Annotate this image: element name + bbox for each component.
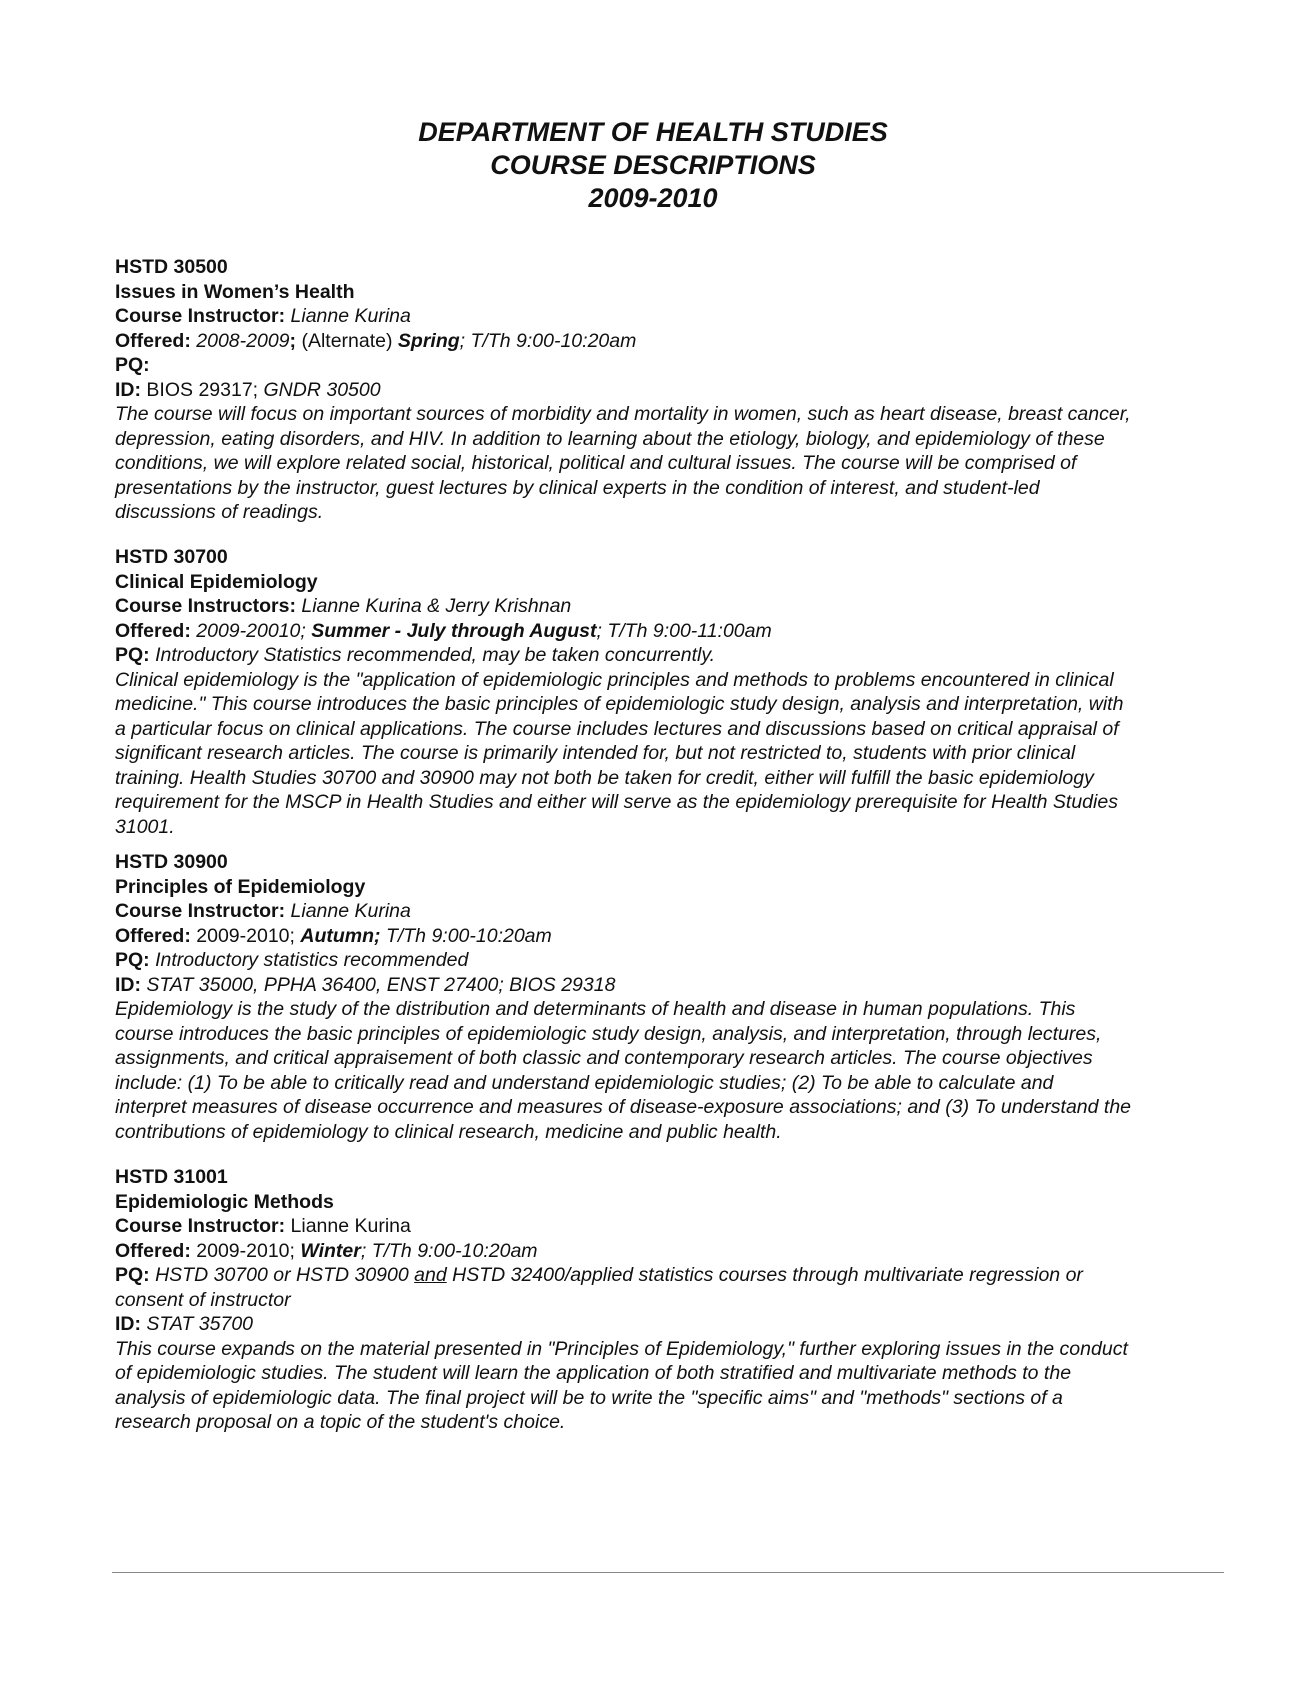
instructor-label: Course Instructor: — [115, 1215, 286, 1237]
offered-time: ; T/Th 9:00-10:20am — [360, 1239, 538, 1262]
description-line: of epidemiologic studies. The student will learn the application of both stratified and multivariate methods to the — [115, 1362, 1072, 1384]
description-line: requirement for the MSCP in Health Studies and either will serve as the epidemiology prerequisite for Health Studies — [115, 791, 1118, 813]
course-instructor — [115, 304, 1225, 329]
description-line: Epidemiology is the study of the distribution and determinants of health and disease in human populations. This — [115, 998, 1076, 1020]
pq-text: Introductory statistics recommended — [155, 949, 469, 971]
pq-label: PQ: — [115, 949, 150, 971]
id-italic: STAT 35000, PPHA 36400, ENST 27400; BIOS 29318 — [146, 973, 616, 996]
offered-time: ; T/Th 9:00-10:20am — [459, 329, 637, 352]
description-line: medicine." This course introduces the basic principles of epidemiologic study design, analysis and interpretation, with — [115, 693, 1124, 715]
course-code: HSTD 31001 — [115, 1166, 228, 1188]
document-title — [0, 116, 1306, 215]
course-pq: PQ: — [115, 354, 150, 376]
footer-divider — [112, 1572, 1224, 1573]
description-line: research proposal on a topic of the student's choice. — [115, 1411, 566, 1433]
instructor-label: Course Instructors: — [115, 595, 296, 617]
offered-term: Autumn; — [300, 924, 381, 947]
pq-part-a: HSTD 30700 or HSTD 30900 — [155, 1264, 409, 1286]
offered-years: 2009-2010; — [196, 924, 295, 947]
course-description — [115, 402, 1225, 525]
id-label: ID: — [115, 1313, 141, 1335]
offered-years: 2009-2010; — [196, 1239, 295, 1262]
description-line: discussions of readings. — [115, 501, 324, 523]
course-title: Issues in Women’s Health — [115, 280, 355, 303]
course-code: HSTD 30700 — [115, 546, 228, 568]
course-hstd-30900 — [115, 850, 1225, 1144]
pq-label: PQ: — [115, 1264, 150, 1286]
course-description — [115, 1337, 1225, 1435]
offered-time: ; T/Th 9:00-11:00am — [596, 619, 772, 642]
course-offered — [115, 924, 1225, 949]
description-line: contributions of epidemiology to clinical research, medicine and public health. — [115, 1120, 782, 1143]
offered-separator: ; — [289, 329, 297, 352]
offered-years: 2008-2009 — [196, 329, 290, 352]
pq-label: PQ: — [115, 644, 150, 666]
description-line: training. Health Studies 30700 and 30900 may not both be taken for credit, either will fulfill the basic epidemiology — [115, 766, 1094, 789]
offered-label: Offered: — [115, 329, 191, 352]
instructor-label: Course Instructor: — [115, 305, 286, 327]
course-id — [115, 973, 1225, 998]
description-line: analysis of epidemiologic data. The final project will be to write the "specific aims" and "methods" sections of a — [115, 1386, 1063, 1409]
course-code: HSTD 30900 — [115, 851, 228, 873]
course-title: Clinical Epidemiology — [115, 570, 318, 593]
course-code: HSTD 30500 — [115, 256, 228, 278]
id-label: ID: — [115, 973, 141, 996]
course-pq — [115, 1263, 1225, 1288]
instructor-label: Course Instructor: — [115, 900, 286, 922]
title-line-1: DEPARTMENT OF HEALTH STUDIES — [418, 117, 888, 147]
course-description — [115, 997, 1225, 1144]
description-line: interpret measures of disease occurrence and measures of disease-exposure associations; and (3) To understand the — [115, 1096, 1132, 1118]
course-description — [115, 668, 1225, 840]
course-offered — [115, 619, 1225, 644]
course-instructor — [115, 594, 1225, 619]
course-id — [115, 378, 1225, 403]
course-hstd-30700 — [115, 545, 1225, 839]
course-title: Epidemiologic Methods — [115, 1190, 334, 1213]
id-italic: GNDR 30500 — [263, 378, 381, 401]
description-line: presentations by the instructor, guest lectures by clinical experts in the condition of interest, and student-led — [115, 476, 1040, 499]
description-line: significant research articles. The course is primarily intended for, but not restricted to, students with prior clinical — [115, 742, 1076, 764]
course-offered — [115, 1239, 1225, 1264]
offered-term: Winter — [300, 1239, 361, 1262]
instructor-name: Lianne Kurina — [290, 900, 411, 922]
description-line: assignments, and critical appraisement of both classic and contemporary research articles. The course objectives — [115, 1047, 1093, 1069]
offered-time: T/Th 9:00-10:20am — [385, 924, 552, 947]
course-offered — [115, 329, 1225, 354]
course-hstd-31001 — [115, 1165, 1225, 1435]
course-instructor — [115, 1214, 1225, 1239]
instructor-name: Lianne Kurina — [290, 1215, 411, 1237]
offered-term: Spring — [397, 329, 460, 352]
pq-part-b: HSTD 32400/applied statistics courses through multivariate regression or — [452, 1264, 1083, 1286]
description-line: 31001. — [115, 815, 175, 838]
course-pq — [115, 643, 1225, 668]
description-line: conditions, we will explore related social, historical, political and cultural issues. The course will be comprised of — [115, 452, 1077, 474]
offered-term: Summer - July through August — [311, 619, 597, 642]
title-line-3: 2009-2010 — [588, 183, 718, 213]
course-id — [115, 1312, 1225, 1337]
description-line: This course expands on the material presented in "Principles of Epidemiology," further exploring issues in the conduct — [115, 1337, 1128, 1360]
offered-label: Offered: — [115, 1239, 191, 1262]
offered-alternate: (Alternate) — [301, 329, 393, 352]
course-pq-continued: consent of instructor — [115, 1288, 291, 1311]
description-line: a particular focus on clinical applications. The course includes lectures and discussions based on critical appraisal of — [115, 717, 1119, 740]
description-line: depression, eating disorders, and HIV. In addition to learning about the etiology, biology, and epidemiology of these — [115, 427, 1105, 450]
offered-label: Offered: — [115, 619, 191, 642]
offered-label: Offered: — [115, 924, 191, 947]
description-line: course introduces the basic principles of epidemiologic study design, analysis, and interpretation, through lectures, — [115, 1022, 1102, 1045]
id-label: ID: — [115, 378, 141, 401]
offered-years: 2009-20010; — [196, 619, 306, 642]
description-line: Clinical epidemiology is the "application of epidemiologic principles and methods to problems encountered in clinical — [115, 668, 1114, 691]
pq-text: Introductory Statistics recommended, may be taken concurrently. — [155, 644, 716, 666]
course-hstd-30500 — [115, 255, 1225, 525]
pq-and: and — [414, 1264, 447, 1286]
description-line: include: (1) To be able to critically read and understand epidemiologic studies; (2) To be able to calculate and — [115, 1071, 1054, 1094]
course-instructor — [115, 899, 1225, 924]
instructor-name: Lianne Kurina — [290, 305, 411, 327]
description-line: The course will focus on important sources of morbidity and mortality in women, such as heart disease, breast cancer, — [115, 403, 1131, 425]
instructor-name: Lianne Kurina & Jerry Krishnan — [301, 595, 572, 617]
id-italic: STAT 35700 — [146, 1313, 254, 1335]
title-line-2: COURSE DESCRIPTIONS — [490, 150, 816, 180]
course-pq — [115, 948, 1225, 973]
id-plain: BIOS 29317; — [146, 378, 259, 401]
course-title: Principles of Epidemiology — [115, 875, 366, 898]
